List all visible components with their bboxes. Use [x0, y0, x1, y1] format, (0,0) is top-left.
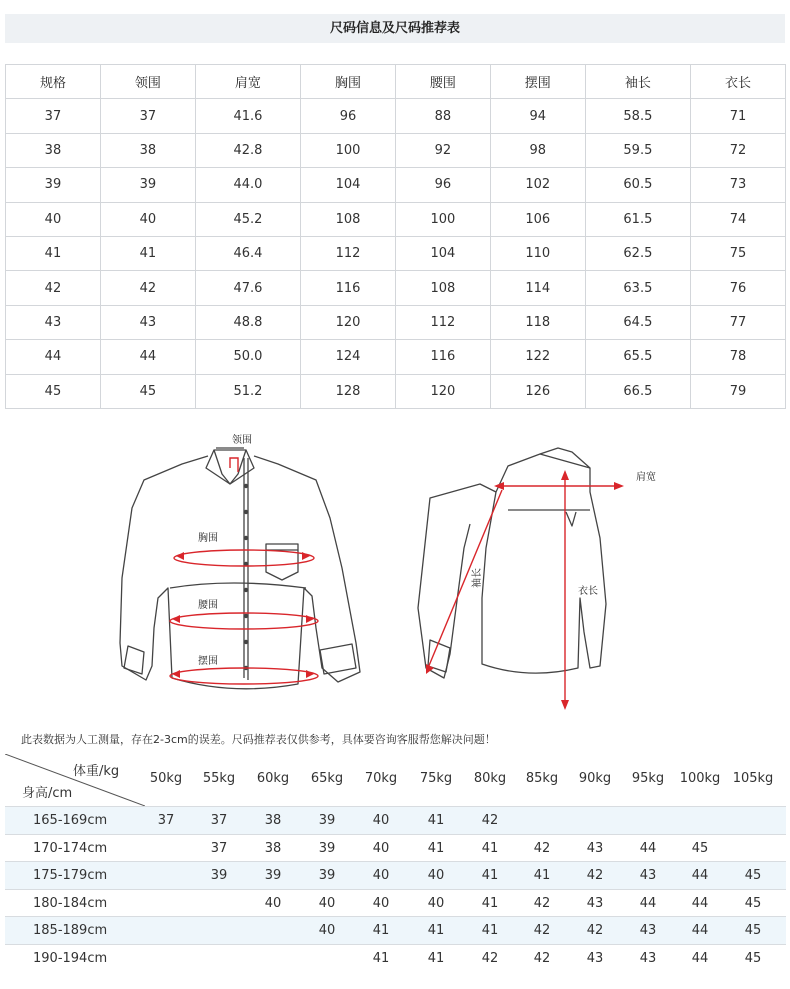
recommended-size-cell: 42 — [586, 868, 604, 883]
weight-column-header: 75kg — [419, 771, 453, 786]
weight-column-header: 95kg — [631, 771, 665, 786]
weight-column-header: 80kg — [473, 771, 507, 786]
size-row — [6, 168, 786, 202]
recommended-size-cell: 44 — [691, 923, 709, 938]
size-cell: 65.5 — [585, 340, 690, 374]
size-cell: 59.5 — [585, 133, 690, 167]
recommended-size-cell: 42 — [481, 950, 499, 966]
weight-column-header: 60kg — [256, 771, 290, 786]
height-axis-label: 身高/cm — [22, 786, 73, 801]
shoulder-label: 肩宽 — [636, 472, 656, 483]
recommendation-row — [5, 889, 786, 917]
recommended-size-cell: 40 — [372, 813, 390, 828]
collar-label: 领围 — [232, 435, 252, 446]
size-cell: 60.5 — [585, 168, 690, 202]
weight-axis-label: 体重/kg — [73, 764, 120, 779]
header-cell: 袖长 — [585, 65, 690, 99]
size-row — [6, 133, 786, 167]
recommended-size-cell: 44 — [639, 895, 657, 911]
header-cell: 腰围 — [395, 65, 490, 99]
size-cell: 41 — [6, 236, 101, 270]
size-cell: 63.5 — [585, 271, 690, 305]
recommended-size-cell: 41 — [427, 923, 445, 938]
recommended-size-cell: 40 — [427, 868, 445, 883]
size-cell: 71 — [691, 99, 786, 133]
recommended-size-cell: 45 — [744, 895, 762, 911]
recommended-size-cell: 39 — [318, 813, 336, 828]
recommended-size-cell: 41 — [481, 923, 499, 938]
size-cell: 48.8 — [195, 305, 300, 339]
size-cell: 124 — [301, 340, 396, 374]
header-cell: 胸围 — [301, 65, 396, 99]
size-cell: 114 — [490, 271, 585, 305]
corner-cell — [5, 754, 145, 806]
size-row — [6, 202, 786, 236]
measurement-note: 此表数据为人工测量，存在2-3cm的误差。尺码推荐表仅供参考，具体要咨询客服帮您解决问题！ — [21, 733, 496, 746]
size-cell: 39 — [6, 168, 101, 202]
chest-label: 胸围 — [198, 533, 218, 544]
recommended-size-cell: 37 — [210, 813, 228, 828]
size-cell: 43 — [100, 305, 195, 339]
size-row — [6, 99, 786, 133]
size-cell: 41.6 — [195, 99, 300, 133]
size-cell: 74 — [691, 202, 786, 236]
size-cell: 112 — [301, 236, 396, 270]
size-cell: 75 — [691, 236, 786, 270]
front-shirt-outline — [120, 448, 360, 689]
size-cell: 42 — [100, 271, 195, 305]
size-cell: 73 — [691, 168, 786, 202]
header-cell: 规格 — [6, 65, 101, 99]
recommended-size-cell: 43 — [639, 868, 657, 883]
recommended-size-cell: 44 — [691, 868, 709, 883]
size-cell: 38 — [100, 133, 195, 167]
weight-column-header: 55kg — [202, 771, 236, 786]
recommended-size-cell: 41 — [533, 868, 551, 883]
recommended-size-cell: 44 — [691, 950, 709, 966]
size-row — [6, 374, 786, 408]
size-cell: 44.0 — [195, 168, 300, 202]
header-cell: 衣长 — [691, 65, 786, 99]
size-cell: 40 — [6, 202, 101, 236]
size-cell: 118 — [490, 305, 585, 339]
recommended-size-cell: 40 — [372, 840, 390, 856]
recommended-size-cell: 45 — [744, 923, 762, 938]
size-cell: 51.2 — [195, 374, 300, 408]
size-cell: 42.8 — [195, 133, 300, 167]
recommended-size-cell: 40 — [264, 895, 282, 911]
height-range-label: 190-194cm — [33, 950, 108, 966]
recommended-size-cell: 37 — [210, 840, 228, 856]
size-cell: 62.5 — [585, 236, 690, 270]
recommended-size-cell: 44 — [639, 840, 657, 856]
recommended-size-cell: 40 — [427, 895, 445, 911]
size-cell: 79 — [691, 374, 786, 408]
size-cell: 88 — [395, 99, 490, 133]
recommended-size-cell: 43 — [639, 923, 657, 938]
size-row — [6, 271, 786, 305]
hem-label: 摆围 — [198, 656, 218, 667]
size-cell: 96 — [395, 168, 490, 202]
size-table — [5, 64, 786, 409]
size-cell: 72 — [691, 133, 786, 167]
size-cell: 120 — [301, 305, 396, 339]
size-cell: 102 — [490, 168, 585, 202]
size-cell: 38 — [6, 133, 101, 167]
recommended-size-cell: 42 — [481, 813, 499, 828]
recommended-size-cell: 40 — [318, 923, 336, 938]
recommendation-row — [5, 861, 786, 889]
size-cell: 61.5 — [585, 202, 690, 236]
size-cell: 50.0 — [195, 340, 300, 374]
size-cell: 94 — [490, 99, 585, 133]
size-cell: 76 — [691, 271, 786, 305]
header-cell: 摆围 — [490, 65, 585, 99]
back-shirt-outline — [418, 448, 606, 678]
size-cell: 108 — [395, 271, 490, 305]
weight-column-header: 105kg — [732, 771, 774, 786]
page-title: 尺码信息及尺码推荐表 — [5, 14, 785, 43]
size-cell: 45.2 — [195, 202, 300, 236]
height-range-label: 175-179cm — [33, 868, 108, 883]
size-cell: 44 — [100, 340, 195, 374]
recommended-size-cell: 37 — [157, 813, 175, 828]
size-cell: 98 — [490, 133, 585, 167]
size-cell: 126 — [490, 374, 585, 408]
recommended-size-cell: 39 — [264, 868, 282, 883]
recommended-size-cell: 45 — [744, 868, 762, 883]
recommended-size-cell: 45 — [744, 950, 762, 966]
recommended-size-cell: 41 — [372, 950, 390, 966]
recommended-size-cell: 41 — [427, 950, 445, 966]
size-cell: 116 — [395, 340, 490, 374]
recommended-size-cell: 41 — [481, 895, 499, 911]
weight-column-header: 65kg — [310, 771, 344, 786]
size-cell: 78 — [691, 340, 786, 374]
recommended-size-cell: 42 — [586, 923, 604, 938]
recommended-size-cell: 41 — [427, 840, 445, 856]
height-range-label: 165-169cm — [33, 813, 108, 828]
size-cell: 45 — [6, 374, 101, 408]
size-cell: 77 — [691, 305, 786, 339]
size-cell: 37 — [6, 99, 101, 133]
recommendation-header — [5, 754, 786, 806]
size-cell: 100 — [395, 202, 490, 236]
sleeve-label: 袖长 — [472, 568, 483, 588]
size-cell: 128 — [301, 374, 396, 408]
size-cell: 37 — [100, 99, 195, 133]
recommended-size-cell: 43 — [586, 950, 604, 966]
size-cell: 43 — [6, 305, 101, 339]
recommended-size-cell: 42 — [533, 895, 551, 911]
size-cell: 41 — [100, 236, 195, 270]
size-cell: 46.4 — [195, 236, 300, 270]
recommendation-row — [5, 916, 786, 944]
size-cell: 40 — [100, 202, 195, 236]
size-table-header-row — [6, 65, 786, 99]
size-cell: 120 — [395, 374, 490, 408]
waist-label: 腰围 — [198, 600, 218, 611]
recommended-size-cell: 42 — [533, 923, 551, 938]
weight-column-header: 85kg — [525, 771, 559, 786]
recommended-size-cell: 45 — [691, 840, 709, 856]
weight-column-header: 70kg — [364, 771, 398, 786]
size-cell: 104 — [395, 236, 490, 270]
recommendation-row — [5, 834, 786, 862]
recommended-size-cell: 38 — [264, 840, 282, 856]
size-cell: 64.5 — [585, 305, 690, 339]
size-cell: 44 — [6, 340, 101, 374]
recommended-size-cell: 42 — [533, 950, 551, 966]
recommended-size-cell: 41 — [481, 840, 499, 856]
size-cell: 110 — [490, 236, 585, 270]
size-cell: 122 — [490, 340, 585, 374]
size-cell: 106 — [490, 202, 585, 236]
recommended-size-cell: 41 — [372, 923, 390, 938]
size-row — [6, 340, 786, 374]
weight-column-header: 50kg — [149, 771, 183, 786]
recommended-size-cell: 40 — [372, 868, 390, 883]
size-cell: 116 — [301, 271, 396, 305]
recommended-size-cell: 43 — [586, 895, 604, 911]
height-range-label: 170-174cm — [33, 840, 108, 856]
height-range-label: 180-184cm — [33, 895, 108, 911]
recommended-size-cell: 43 — [586, 840, 604, 856]
length-label: 衣长 — [578, 586, 598, 597]
shirt-measurement-diagram — [110, 428, 700, 718]
recommended-size-cell: 41 — [427, 813, 445, 828]
recommended-size-cell: 39 — [318, 840, 336, 856]
header-cell: 领围 — [100, 65, 195, 99]
recommendation-row — [5, 806, 786, 834]
size-cell: 92 — [395, 133, 490, 167]
header-cell: 肩宽 — [195, 65, 300, 99]
size-cell: 45 — [100, 374, 195, 408]
size-cell: 58.5 — [585, 99, 690, 133]
size-cell: 108 — [301, 202, 396, 236]
recommended-size-cell: 43 — [639, 950, 657, 966]
height-range-label: 185-189cm — [33, 923, 108, 938]
size-cell: 100 — [301, 133, 396, 167]
recommended-size-cell: 42 — [533, 840, 551, 856]
size-cell: 42 — [6, 271, 101, 305]
size-row — [6, 236, 786, 270]
recommended-size-cell: 38 — [264, 813, 282, 828]
recommended-size-cell: 41 — [481, 868, 499, 883]
weight-column-header: 90kg — [578, 771, 612, 786]
recommended-size-cell: 40 — [318, 895, 336, 911]
recommended-size-cell: 39 — [318, 868, 336, 883]
size-cell: 112 — [395, 305, 490, 339]
size-cell: 66.5 — [585, 374, 690, 408]
size-recommendation-table — [5, 754, 786, 971]
size-cell: 96 — [301, 99, 396, 133]
recommended-size-cell: 40 — [372, 895, 390, 911]
size-row — [6, 305, 786, 339]
recommended-size-cell: 39 — [210, 868, 228, 883]
weight-column-header: 100kg — [679, 771, 721, 786]
recommended-size-cell: 44 — [691, 895, 709, 911]
size-cell: 47.6 — [195, 271, 300, 305]
recommendation-row — [5, 944, 786, 972]
size-cell: 104 — [301, 168, 396, 202]
size-cell: 39 — [100, 168, 195, 202]
